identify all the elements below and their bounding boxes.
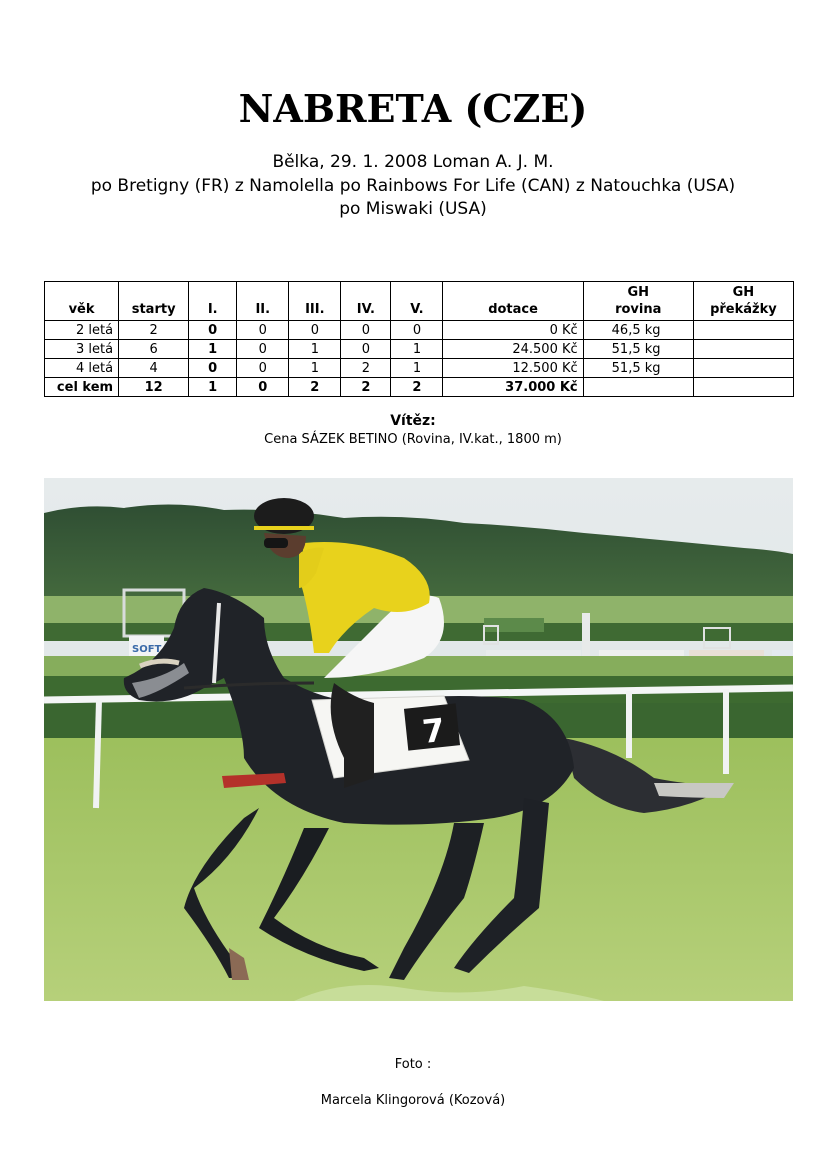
cell-prize: 24.500 Kč [443,340,583,359]
pedigree-line: po Bretigny (FR) z Namolella po Rainbows For Life (CAN) z Natouchka (USA) [90,176,736,196]
winner-heading: Vítěz: [390,413,436,429]
total-third: 2 [289,378,341,397]
horse-name: NABRETA (CZE) [238,86,588,131]
cell-age: 4 letá [45,359,119,378]
total-age: cel kem [45,378,119,397]
table-total-row [45,378,794,397]
total-fourth: 2 [341,378,391,397]
total-first: 1 [189,378,237,397]
pedigree-line-2: po Miswaki (USA) [339,199,487,219]
cell-fifth: 1 [391,359,443,378]
cell-age: 3 letá [45,340,119,359]
winner-race: Cena SÁZEK BETINO (Rovina, IV.kat., 1800 m) [264,432,562,447]
cell-age: 2 letá [45,321,119,340]
cell-first: 0 [189,321,237,340]
col-fifth: V. [391,282,443,321]
col-gh-flat-bottom: rovina [615,302,662,317]
cell-gh-flat: 51,5 kg [583,340,693,359]
cell-fourth: 0 [341,321,391,340]
cell-gh-hurdle [693,321,793,340]
cell-starts: 6 [119,340,189,359]
cell-third: 1 [289,340,341,359]
cell-second: 0 [237,321,289,340]
cell-gh-hurdle [693,359,793,378]
cell-gh-flat: 51,5 kg [583,359,693,378]
total-second: 0 [237,378,289,397]
sign-text: SOFT [132,644,162,655]
table-header-row [45,282,794,321]
col-gh-hurdle-bottom: překážky [710,302,777,317]
col-gh-flat [583,282,693,321]
cell-fifth: 1 [391,340,443,359]
cell-starts: 2 [119,321,189,340]
cell-second: 0 [237,340,289,359]
col-prize: dotace [443,282,583,321]
total-fifth: 2 [391,378,443,397]
table-row [45,359,794,378]
total-gh-flat [583,378,693,397]
cell-fifth: 0 [391,321,443,340]
col-third: III. [289,282,341,321]
photo-credit-author: Marcela Klingorová (Kozová) [320,1093,506,1108]
cell-prize: 12.500 Kč [443,359,583,378]
table-row [45,340,794,359]
cell-first: 1 [189,340,237,359]
col-first: I. [189,282,237,321]
cell-prize: 0 Kč [443,321,583,340]
col-gh-hurdle [693,282,793,321]
birth-info: Bělka, 29. 1. 2008 Loman A. J. M. [272,152,554,172]
photo-credit-label: Foto : [394,1057,432,1072]
race-photo [44,478,793,1001]
cell-fourth: 2 [341,359,391,378]
race-stats-table [44,281,794,397]
total-gh-hurdle [693,378,793,397]
cell-fourth: 0 [341,340,391,359]
col-age: věk [45,282,119,321]
col-second: II. [237,282,289,321]
table-row [45,321,794,340]
saddle-number: 7 [420,710,447,751]
col-gh-hurdle-top: GH [732,285,755,300]
total-prize: 37.000 Kč [443,378,583,397]
total-starts: 12 [119,378,189,397]
col-fourth: IV. [341,282,391,321]
cell-gh-hurdle [693,340,793,359]
col-starts: starty [119,282,189,321]
cell-gh-flat: 46,5 kg [583,321,693,340]
cell-third: 1 [289,359,341,378]
col-gh-flat-top: GH [627,285,649,300]
cell-first: 0 [189,359,237,378]
cell-starts: 4 [119,359,189,378]
cell-third: 0 [289,321,341,340]
cell-second: 0 [237,359,289,378]
